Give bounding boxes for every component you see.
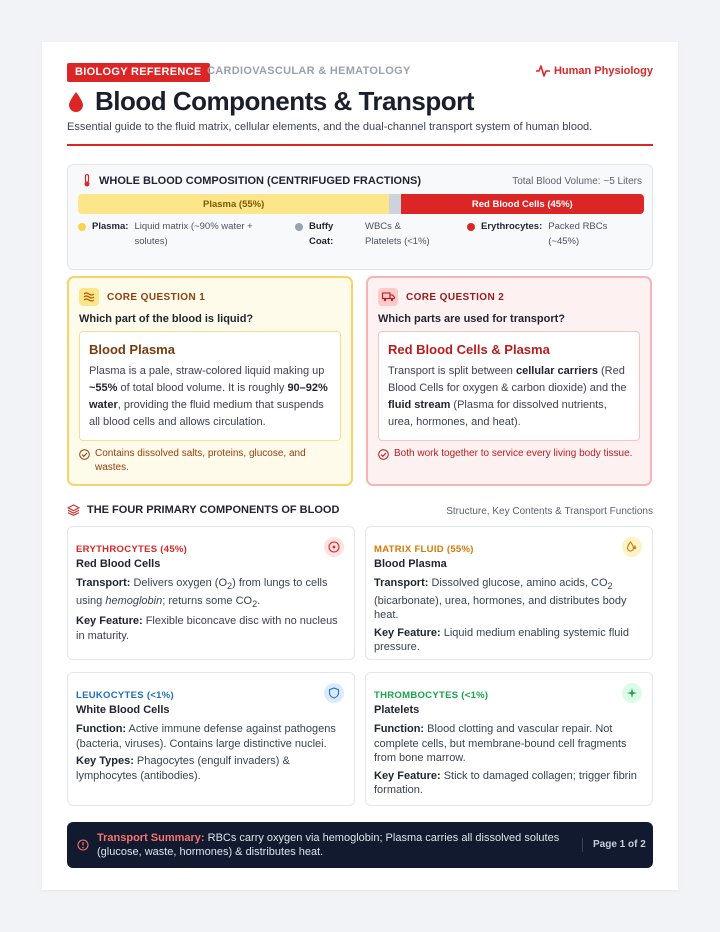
- thermometer-icon: [83, 174, 91, 187]
- component-body: Transport: Dissolved glucose, amino acids, $CO_2$ (bicarbonate), urea, hormones, and distributes body heat. Key Feature: Liquid medium enabling systemic fluid pressure.: [374, 577, 629, 654]
- plasma-segment-label: Plasma (55%): [203, 198, 265, 210]
- legend-name: Plasma:: [92, 221, 129, 232]
- legend-name: Buffy Coat:: [309, 221, 334, 247]
- answer-text: Plasma is a pale, straw-colored liquid making up ~55% of total blood volume. It is roughly 90–92% water, providing the fluid medium that suspends all blood cells and allows circulation.: [89, 365, 328, 428]
- page-title: [67, 86, 474, 117]
- layers-icon: [67, 504, 80, 516]
- composition-panel: [67, 164, 653, 270]
- legend-plasma: [78, 219, 268, 249]
- composition-heading-text: WHOLE BLOOD COMPOSITION (CENTRIFUGED FRACTIONS): [99, 174, 422, 187]
- heartbeat-icon: [536, 65, 550, 77]
- answer-title: Blood Plasma: [89, 342, 175, 357]
- component-body: Function: Blood clotting and vascular repair. Not complete cells, but membrane-bound cell fragments from bone marrow. Key Feature: Stick to damaged collagen; trigger fibrin formation.: [374, 723, 637, 796]
- answer-note: [79, 447, 341, 475]
- category-badge: BIOLOGY REFERENCE: [67, 63, 210, 82]
- page-number: Page 1 of 2: [593, 839, 646, 850]
- legend-desc: Liquid matrix (~90% water + solutes): [134, 221, 253, 247]
- legend-desc: WBCs & Platelets (<1%): [365, 221, 430, 247]
- component-body: Function: Active immune defense against pathogens (bacteria, viruses). Contains large distinctive nuclei. Key Types: Phagocytes (engulf invaders) & lymphocytes (antibodies).: [76, 723, 336, 782]
- core-question-1-card: [67, 276, 353, 486]
- legend-name: Erythrocytes:: [481, 221, 543, 232]
- fraction-bar: [78, 194, 644, 214]
- component-kicker: ERYTHROCYTES (45%): [76, 544, 188, 555]
- answer-note-text: Contains dissolved salts, proteins, glucose, and wastes.: [95, 448, 306, 473]
- question-text: Which part of the blood is liquid?: [79, 313, 254, 325]
- component-name: White Blood Cells: [76, 704, 170, 716]
- legend-dot: [78, 223, 86, 231]
- transport-summary-bar: [67, 822, 653, 868]
- leukocytes-card: [67, 672, 355, 806]
- header-divider: [67, 144, 653, 146]
- sparkles-icon: [622, 683, 642, 703]
- answer-title: Red Blood Cells & Plasma: [388, 342, 550, 357]
- buffy-coat-segment: [389, 194, 400, 214]
- truck-icon: [378, 288, 398, 306]
- core-question-2-card: [366, 276, 652, 486]
- answer-text: Transport is split between cellular carriers (Red Blood Cells for oxygen & carbon dioxide) and the fluid stream (Plasma for dissolved nutrients, urea, hormones, and heat).: [388, 365, 627, 428]
- subcategory-label: CARDIOVASCULAR & HEMATOLOGY: [207, 65, 411, 77]
- component-name: Blood Plasma: [374, 558, 447, 570]
- component-name: Red Blood Cells: [76, 558, 161, 570]
- check-circle-icon: [378, 449, 389, 460]
- rbc-segment: [401, 194, 644, 214]
- component-kicker: LEUKOCYTES (<1%): [76, 690, 174, 701]
- component-kicker: MATRIX FLUID (55%): [374, 544, 474, 555]
- answer-note: [378, 447, 640, 461]
- summary-text: Transport Summary: RBCs carry oxygen via hemoglobin; Plasma carries all dissolved solutes (glucose, waste, hormones) & distributes heat.: [97, 832, 560, 858]
- legend-erythrocytes: [467, 219, 647, 249]
- target-icon: [324, 537, 344, 557]
- component-body: Transport: Delivers oxygen $(O_2)$ from lungs to cells using hemoglobin; returns some $CO_2$. Key Feature: Flexible biconcave disc with no nucleus in maturity.: [76, 577, 338, 642]
- question-text: Which parts are used for transport?: [378, 313, 566, 325]
- lead-text: Essential guide to the fluid matrix, cellular elements, and the dual-channel transport system of human blood.: [67, 121, 593, 133]
- droplets-icon: [622, 537, 642, 557]
- component-kicker: THROMBOCYTES (<1%): [374, 690, 489, 701]
- footer-divider: [582, 838, 583, 852]
- answer-box: [79, 331, 341, 441]
- page: [42, 42, 678, 890]
- components-subheading: Structure, Key Contents & Transport Functions: [446, 506, 653, 517]
- total-volume: Total Blood Volume: ~5 Liters: [512, 176, 642, 187]
- plasma-card: [365, 526, 653, 660]
- page-title-text: Blood Components & Transport: [95, 86, 474, 116]
- question-kicker: CORE QUESTION 2: [406, 292, 505, 303]
- legend-dot: [467, 223, 475, 231]
- answer-box: [378, 331, 640, 441]
- waves-icon: [79, 288, 99, 306]
- legend-buffy-coat: [295, 219, 445, 249]
- rbc-segment-label: Red Blood Cells (45%): [471, 198, 573, 210]
- erythrocytes-card: [67, 526, 355, 660]
- components-heading: [67, 504, 339, 516]
- brand-label: Human Physiology: [553, 65, 653, 77]
- question-kicker: CORE QUESTION 1: [107, 292, 206, 303]
- thrombocytes-card: [365, 672, 653, 806]
- legend-desc: Packed RBCs (~45%): [548, 221, 608, 247]
- component-name: Platelets: [374, 704, 420, 716]
- brand: [536, 65, 653, 77]
- blood-drop-icon: [67, 91, 85, 113]
- info-icon: [77, 839, 89, 851]
- check-circle-icon: [79, 449, 90, 460]
- components-heading-text: THE FOUR PRIMARY COMPONENTS OF BLOOD: [87, 504, 340, 516]
- answer-note-text: Both work together to service every living body tissue.: [394, 448, 633, 459]
- composition-heading: [83, 174, 421, 187]
- shield-icon: [324, 683, 344, 703]
- legend-dot: [295, 223, 303, 231]
- plasma-segment: [78, 194, 389, 214]
